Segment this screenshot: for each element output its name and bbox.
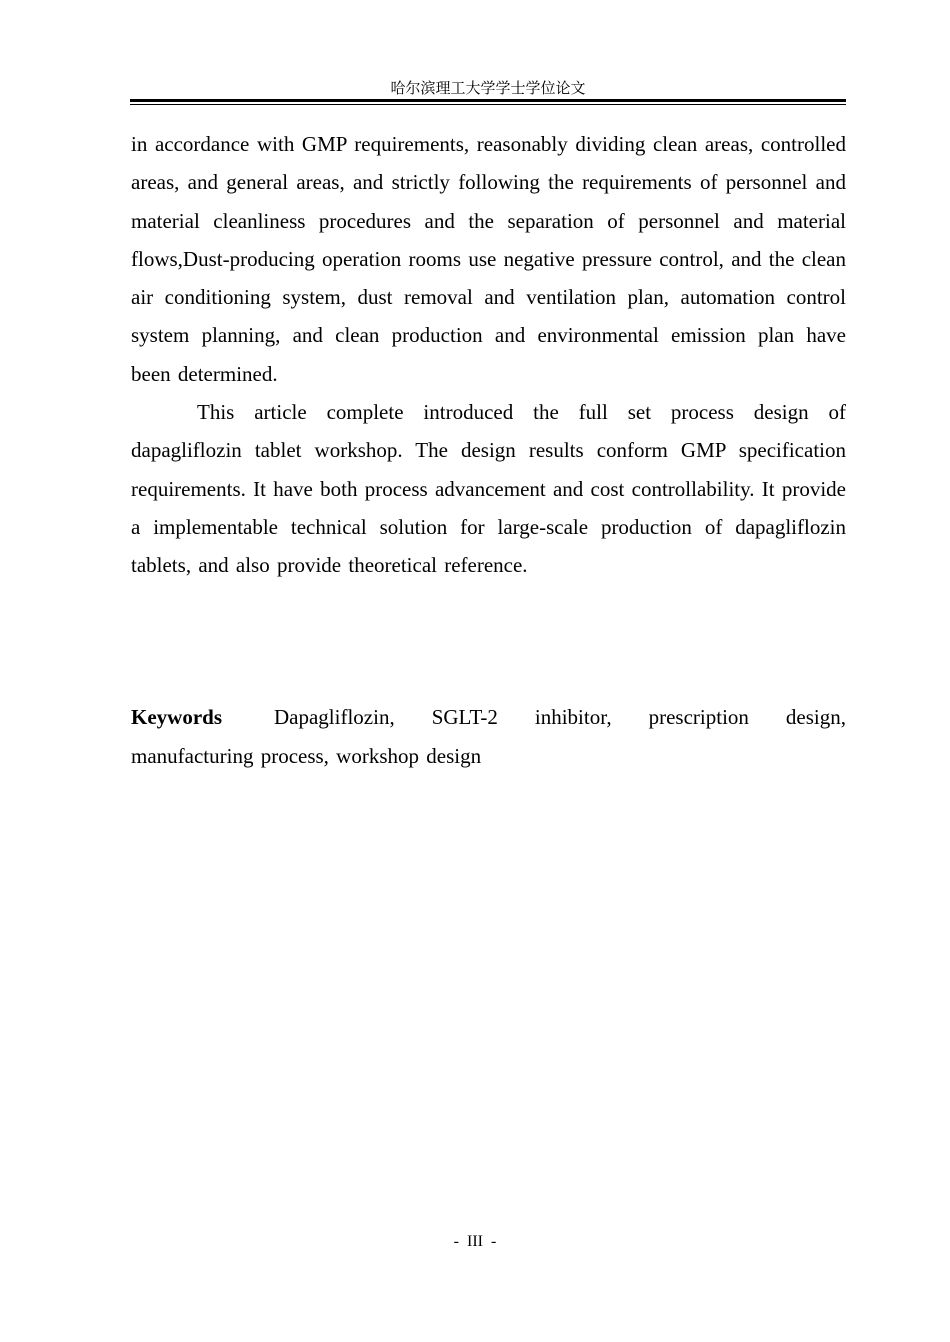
abstract-body bbox=[131, 125, 846, 585]
header-rule-thick bbox=[130, 99, 846, 102]
abstract-paragraph-2: This article complete introduced the full set process design of dapagliflozin tablet workshop. The design results conform GMP specification requirements. It have both process advancement and cost controllability. It provide a implementable technical solution for large-scale production of dapagliflozin tablets, and also provide theoretical reference. bbox=[131, 400, 846, 578]
page-number: - III - bbox=[453, 1233, 497, 1250]
abstract-paragraph-1: in accordance with GMP requirements, reasonably dividing clean areas, controlled areas, and general areas, and strictly following the requirements of personnel and material cleanliness procedures and the separation of personnel and material flows,Dust-producing operation rooms use negative pressure control, and the clean air conditioning system, dust removal and ventilation plan, automation control system planning, and clean production and environmental emission plan have been determined. bbox=[131, 132, 846, 386]
running-header: 哈尔滨理工大学学士学位论文 bbox=[390, 79, 586, 97]
keywords-label: Keywords bbox=[131, 705, 222, 729]
keywords-line bbox=[131, 698, 846, 775]
header-rule-thin bbox=[130, 104, 846, 105]
keywords-text: Dapagliflozin, SGLT-2 inhibitor, prescription design, manufacturing process, workshop design bbox=[131, 705, 846, 768]
